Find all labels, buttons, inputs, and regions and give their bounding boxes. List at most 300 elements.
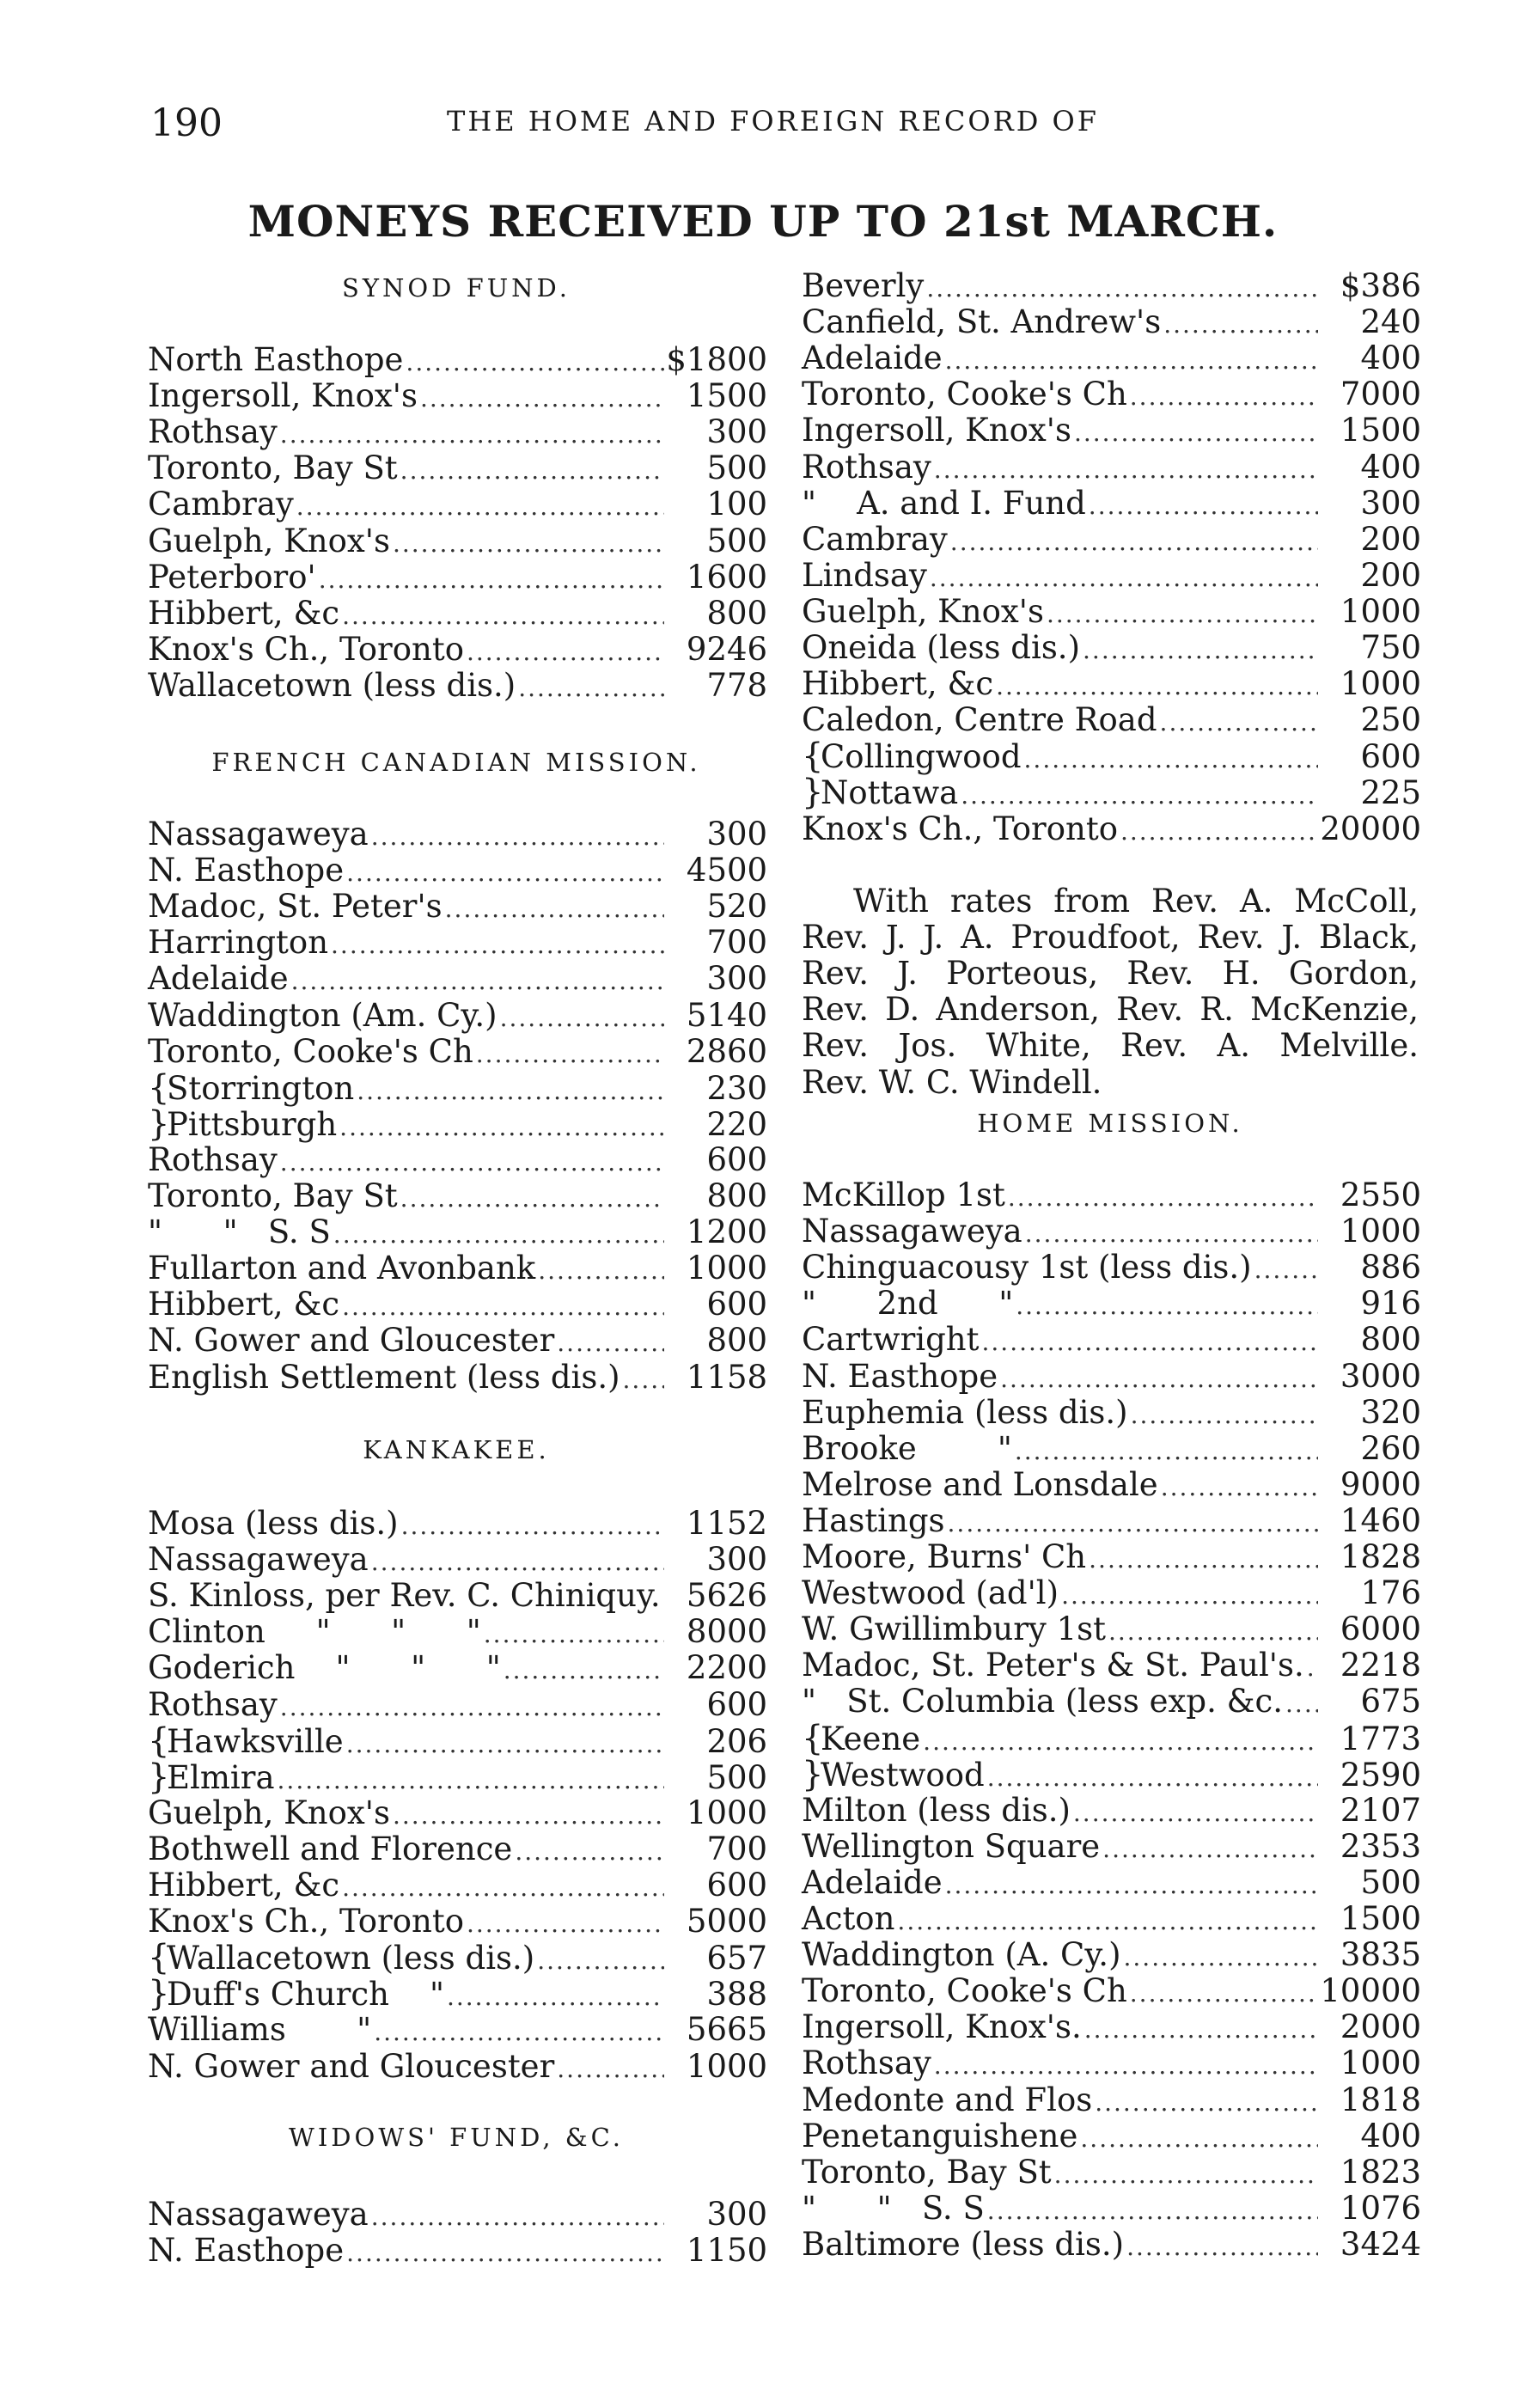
leader-dots [1130, 1976, 1318, 2012]
entry-amount [667, 1794, 768, 1831]
leader-dots [296, 489, 664, 525]
amount-cents: 26 [727, 1577, 768, 1615]
ledger-row [148, 852, 768, 889]
entry-amount [667, 1613, 768, 1651]
entry-amount [666, 341, 768, 378]
entry-amount [1321, 1610, 1422, 1648]
amount-dollars: 15 [1340, 412, 1381, 449]
amount-dollars: 70 [1340, 376, 1381, 413]
entry-amount [1321, 1574, 1422, 1612]
entry-label: Euphemia (less dis.) [802, 1393, 1128, 1431]
amount-dollars: 4 [1360, 448, 1381, 486]
entry-name [802, 2045, 931, 2081]
entry-name [148, 450, 398, 486]
ledger-row [802, 1213, 1422, 1250]
ledger-row [802, 592, 1422, 630]
leader-dots [476, 1036, 664, 1073]
amount-cents: 07 [1381, 1791, 1422, 1829]
amount-cents: 24 [1381, 2225, 1422, 2263]
entry-amount [1321, 1538, 1422, 1575]
amount-dollars: 5 [706, 449, 727, 487]
entry-label: Madoc, St. Peter's [148, 888, 443, 926]
ledger-row [802, 1393, 1422, 1431]
entry-name [802, 1611, 1106, 1647]
leader-dots [280, 417, 664, 453]
entry-label: Cartwright [802, 1321, 980, 1359]
entry-amount [1321, 556, 1422, 594]
entry-label: Moore, Burns' Ch [802, 1538, 1087, 1575]
entry-label: Beverly [802, 267, 925, 304]
entry-label: North Easthope [148, 341, 404, 378]
amount-dollars: 8 [1360, 1321, 1381, 1359]
entry-amount [667, 1069, 768, 1107]
leader-dots [1083, 633, 1318, 669]
entry-label: Lindsay [802, 556, 927, 594]
amount-cents: 78 [727, 666, 768, 704]
entry-amount [667, 1685, 768, 1723]
leader-dots [331, 927, 664, 963]
ledger-row [148, 1867, 768, 1904]
section-heading: WIDOWS' FUND, &C. [289, 2123, 624, 2152]
entry-name [802, 2191, 985, 2227]
entry-amount [667, 1213, 768, 1251]
entry-amount [667, 2047, 768, 2085]
entry-label: Guelph, Knox's [802, 592, 1044, 630]
entry-name [802, 1395, 1128, 1431]
entry-name [802, 1431, 1012, 1467]
amount-dollars: $3 [1340, 267, 1381, 304]
amount-cents: 53 [1381, 1827, 1422, 1865]
entry-label: N. Easthope [802, 1357, 998, 1395]
amount-dollars: 8 [706, 594, 727, 632]
amount-cents: 50 [1381, 1176, 1422, 1213]
entry-amount [667, 1867, 768, 1904]
leader-dots [346, 1727, 664, 1763]
leader-dots [1000, 1361, 1318, 1397]
entry-label: Harrington [148, 924, 329, 962]
entry-label: Canfield, St. Andrew's [802, 303, 1162, 341]
leader-dots [1015, 1433, 1318, 1470]
amount-dollars: 18 [1340, 1538, 1381, 1575]
amount-dollars: 2 [1360, 701, 1381, 739]
leader-dots [371, 1544, 664, 1580]
entry-name [802, 1754, 985, 1794]
amount-cents: 00 [727, 341, 768, 378]
entry-label: N. Gower and Gloucester [148, 2047, 555, 2085]
entry-amount [667, 1976, 768, 2014]
amount-dollars: 8 [1360, 1249, 1381, 1287]
entry-label: Westwood [821, 1756, 985, 1794]
ledger-row [148, 1794, 768, 1831]
entry-amount [1321, 520, 1422, 558]
amount-dollars: 34 [1340, 2225, 1381, 2263]
ledger-row [802, 736, 1422, 777]
amount-dollars: 200 [1320, 810, 1381, 847]
amount-dollars: 5 [706, 1758, 727, 1796]
entry-label: Mosa (less dis.) [148, 1505, 399, 1542]
ledger-row [802, 701, 1422, 739]
amount-cents: 40 [1381, 303, 1422, 341]
leader-dots [1130, 379, 1318, 415]
amount-dollars: 15 [1340, 1900, 1381, 1937]
entry-amount [667, 630, 768, 668]
entry-name [802, 1647, 1304, 1684]
entry-label: Toronto, Bay St [148, 1177, 398, 1214]
amount-cents: 00 [1381, 1610, 1422, 1648]
leader-dots [1120, 814, 1318, 850]
entry-name [802, 702, 1157, 738]
entry-amount [667, 1577, 768, 1615]
entry-name [802, 1213, 1022, 1250]
leader-dots [393, 1798, 664, 1834]
ledger-row [148, 1685, 768, 1723]
entry-name [148, 1687, 278, 1723]
entry-amount [1321, 1647, 1422, 1684]
amount-dollars: 4 [1360, 2117, 1381, 2154]
entry-label: Guelph, Knox's [148, 522, 390, 559]
acknowledgement-line: Rev. Jos. White, Rev. A. Melville. [802, 1027, 1419, 1065]
entry-name [802, 1503, 945, 1539]
ledger-row [802, 1827, 1422, 1865]
entry-amount [1321, 2044, 1422, 2082]
entry-label: " St. Columbia (less exp. &c. [802, 1683, 1284, 1720]
amount-cents: 00 [1381, 448, 1422, 486]
ledger-row [802, 2081, 1422, 2118]
entry-label: Rothsay [148, 413, 278, 451]
entry-label: Pittsburgh [167, 1105, 338, 1143]
leader-dots [996, 669, 1318, 705]
entry-name [148, 378, 418, 414]
amount-cents: 00 [727, 1286, 768, 1323]
leader-dots [1054, 2157, 1318, 2193]
amount-dollars: 6 [706, 1940, 727, 1977]
brace-mark: } [148, 1974, 170, 2014]
entry-label: Keene [821, 1720, 921, 1757]
leader-dots [1131, 1397, 1318, 1433]
entry-label: Cambray [148, 486, 294, 523]
amount-dollars: 51 [686, 996, 727, 1034]
acknowledgement-line: Rev. J. Porteous, Rev. H. Gordon, [802, 955, 1419, 993]
leader-dots [515, 1834, 664, 1870]
ledger-row [802, 267, 1422, 304]
leader-dots [500, 1000, 664, 1036]
entry-label: " " S. S [148, 1213, 331, 1251]
amount-cents: 00 [1381, 339, 1422, 377]
entry-name [148, 1067, 355, 1108]
acknowledgement-line: With rates from Rev. A. McColl, [853, 883, 1419, 920]
leader-dots [961, 778, 1318, 814]
leader-dots [1254, 1252, 1318, 1288]
ledger-row [148, 2011, 768, 2049]
entry-label: Guelph, Knox's [148, 1794, 390, 1831]
entry-name [148, 596, 339, 632]
amount-cents: 58 [727, 1358, 768, 1396]
leader-dots [467, 1906, 664, 1942]
leader-dots [1285, 1686, 1318, 1722]
entry-name [148, 342, 403, 378]
amount-dollars: 25 [1340, 1176, 1381, 1213]
entry-amount [1321, 1936, 1422, 1974]
entry-label: Nassagaweya [148, 816, 369, 853]
entry-name [802, 486, 1086, 522]
amount-dollars: 6 [706, 1867, 727, 1904]
entry-name [802, 1829, 1100, 1865]
ledger-row [802, 2044, 1422, 2082]
ledger-row [802, 810, 1422, 847]
entry-label: Brooke " [802, 1429, 1012, 1467]
entry-amount [667, 1758, 768, 1796]
entry-label: Nassagaweya [148, 2196, 369, 2233]
amount-dollars: 5 [1360, 1863, 1381, 1901]
entry-label: Toronto, Bay St [148, 449, 398, 487]
amount-dollars: 100 [1320, 1972, 1381, 2010]
amount-dollars: 38 [1340, 1936, 1381, 1974]
entry-name [148, 889, 443, 925]
ledger-row [802, 2008, 1422, 2046]
entry-name [802, 304, 1161, 340]
amount-dollars: 1 [1360, 1574, 1381, 1612]
entry-amount [1321, 2081, 1422, 2118]
entry-amount [667, 960, 768, 998]
entry-name [148, 1034, 473, 1070]
brace-mark: { [148, 1938, 170, 1978]
entry-amount [667, 1032, 768, 1070]
entry-name [802, 340, 943, 376]
entry-amount [1321, 592, 1422, 630]
page-number: 190 [150, 101, 223, 145]
entry-amount [667, 558, 768, 596]
ledger-row [148, 2047, 768, 2085]
leader-dots [401, 1508, 664, 1544]
leader-dots [538, 1253, 664, 1289]
brace-mark: } [802, 773, 824, 813]
leader-dots [1025, 1216, 1318, 1252]
ledger-row [802, 448, 1422, 486]
entry-name [802, 1901, 894, 1937]
entry-label: Rothsay [802, 2044, 931, 2082]
amount-dollars: 10 [686, 1250, 727, 1287]
ledger-row [148, 377, 768, 415]
amount-dollars: 56 [686, 1577, 727, 1615]
amount-cents: 20 [727, 888, 768, 926]
entry-name [148, 1940, 534, 1977]
entry-amount [1321, 1249, 1422, 1287]
entry-amount [667, 486, 768, 523]
leader-dots [557, 2051, 664, 2087]
amount-cents: 00 [727, 1250, 768, 1287]
entry-amount [1321, 1213, 1422, 1250]
ledger-row [802, 376, 1422, 413]
leader-dots [934, 452, 1318, 488]
leader-dots [934, 2048, 1318, 2084]
leader-dots [948, 1506, 1318, 1542]
entry-label: Fullarton and Avonbank [148, 1250, 536, 1287]
amount-dollars: 50 [686, 1903, 727, 1940]
amount-dollars: 60 [1340, 1610, 1381, 1648]
amount-cents: 00 [1381, 1213, 1422, 1250]
entry-name [148, 1178, 398, 1214]
amount-cents: 57 [727, 1940, 768, 1977]
entry-label: McKillop 1st [802, 1176, 1005, 1213]
amount-cents: 35 [1381, 1936, 1422, 1974]
amount-dollars: 11 [686, 1358, 727, 1396]
amount-dollars: 12 [686, 1213, 727, 1251]
amount-cents: 00 [727, 522, 768, 559]
amount-dollars: 90 [1340, 1465, 1381, 1503]
leader-dots [371, 819, 664, 855]
entry-label: Waddington (A. Cy.) [802, 1936, 1121, 1974]
entry-name [802, 1937, 1121, 1973]
entry-name [148, 1795, 390, 1831]
ledger-row [802, 1249, 1422, 1287]
amount-cents: 00 [727, 1541, 768, 1579]
ledger-row [148, 449, 768, 487]
amount-dollars: 25 [1340, 1756, 1381, 1794]
entry-amount [1321, 2189, 1422, 2227]
amount-cents: 00 [727, 558, 768, 596]
entry-amount [667, 1177, 768, 1214]
leader-dots [982, 1324, 1319, 1360]
ledger-row [802, 629, 1422, 666]
entry-amount [667, 522, 768, 559]
entry-label: Wallacetown (less dis.) [148, 666, 516, 704]
entry-name [802, 2154, 1052, 2191]
leader-dots [1084, 2012, 1318, 2048]
amount-dollars: 6 [706, 1140, 727, 1178]
entry-amount [1321, 629, 1422, 666]
brace-mark: } [148, 1103, 170, 1144]
amount-cents: 46 [727, 630, 768, 668]
entry-amount [667, 996, 768, 1034]
entry-name [802, 1286, 1013, 1322]
entry-label: " 2nd " [802, 1285, 1014, 1323]
entry-name [148, 1578, 661, 1614]
leader-dots [987, 2193, 1318, 2229]
amount-dollars: 22 [686, 1649, 727, 1687]
entry-amount [1321, 2225, 1422, 2263]
leader-dots [1108, 1614, 1318, 1650]
entry-name [802, 2118, 1077, 2154]
entry-label: S. Kinloss, per Rev. C. Chiniquy. [148, 1577, 661, 1615]
amount-dollars: 18 [1340, 2153, 1381, 2191]
entry-amount [667, 1541, 768, 1579]
amount-cents: 00 [1381, 376, 1422, 413]
entry-name [148, 816, 369, 853]
acknowledgement-line: Rev. W. C. Windell. [802, 1063, 1102, 1101]
entry-label: Duff's Church " [167, 1976, 444, 2014]
entry-label: Ingersoll, Knox's [148, 377, 418, 415]
entry-name [802, 522, 948, 558]
leader-dots [393, 526, 664, 562]
entry-name [802, 1250, 1252, 1286]
entry-label: Hibbert, &c [148, 594, 340, 632]
leader-dots [1008, 1180, 1318, 1216]
leader-dots [400, 1181, 664, 1217]
entry-name [802, 376, 1127, 413]
ledger-row [802, 1321, 1422, 1359]
entry-label: Ingersoll, Knox's [802, 412, 1071, 449]
amount-dollars: 28 [686, 1032, 727, 1070]
ledger-row [148, 816, 768, 853]
entry-name [148, 1831, 512, 1867]
ledger-row [802, 2225, 1422, 2263]
entry-name [148, 2197, 369, 2233]
ledger-row [802, 773, 1422, 813]
leader-dots [342, 1870, 664, 1906]
amount-dollars: 5 [706, 888, 727, 926]
amount-cents: 00 [727, 2047, 768, 2085]
amount-cents: 60 [1381, 1429, 1422, 1467]
leader-dots [1047, 596, 1318, 633]
entry-name [148, 1142, 278, 1178]
ledger-row [148, 1140, 768, 1178]
entry-name [148, 1759, 275, 1796]
amount-dollars: 30 [1340, 1357, 1381, 1395]
entry-label: N. Easthope [148, 852, 345, 889]
entry-name [802, 1684, 1283, 1720]
leader-dots [278, 1763, 664, 1799]
entry-amount [667, 1830, 768, 1867]
entry-amount [1321, 2008, 1422, 2046]
entry-label: Cambray [802, 520, 948, 558]
ledger-row [148, 666, 768, 704]
entry-name [802, 1467, 1158, 1503]
leader-dots [1061, 1578, 1318, 1614]
entry-amount [667, 2011, 768, 2049]
leader-dots [1124, 1940, 1319, 1976]
entry-label: Hibbert, &c [802, 665, 994, 703]
entry-label: Caledon, Centre Road [802, 701, 1157, 739]
amount-dollars: 2 [1360, 774, 1381, 812]
leader-dots [518, 670, 664, 706]
entry-label: Madoc, St. Peter's & St. Paul's. [802, 1647, 1304, 1684]
amount-dollars: 2 [1360, 303, 1381, 341]
amount-cents: 65 [727, 2011, 768, 2049]
entry-label: Elmira [167, 1758, 275, 1796]
entry-name [802, 1973, 1127, 2009]
entry-label: Ingersoll, Knox's. [802, 2008, 1082, 2046]
leader-dots [346, 2235, 664, 2271]
leader-dots [557, 1325, 664, 1361]
entry-name [802, 2082, 1092, 2118]
entry-amount [667, 449, 768, 487]
entry-amount [667, 1250, 768, 1287]
entry-label: Rothsay [148, 1140, 278, 1178]
entry-name [802, 630, 1080, 666]
entry-label: Baltimore (less dis.) [802, 2225, 1125, 2263]
brace-mark: { [802, 736, 824, 777]
amount-cents: 18 [1381, 1647, 1422, 1684]
amount-cents: 00 [727, 924, 768, 962]
ledger-row [148, 1213, 768, 1251]
entry-amount [667, 816, 768, 853]
brace-mark: } [802, 1754, 824, 1794]
entry-name [148, 1904, 464, 1940]
entry-name [148, 1614, 481, 1650]
entry-amount [667, 1505, 768, 1542]
entry-name [802, 1720, 920, 1757]
amount-cents: 00 [1381, 2044, 1422, 2082]
entry-amount [1321, 1176, 1422, 1213]
ledger-row [802, 2153, 1422, 2191]
ledger-row [148, 1177, 768, 1214]
entry-label: Westwood (ad'l) [802, 1574, 1059, 1612]
leader-dots [1163, 307, 1318, 343]
entry-name [148, 1720, 344, 1761]
ledger-row [802, 303, 1422, 341]
entry-name [148, 961, 289, 997]
leader-dots [950, 524, 1318, 560]
